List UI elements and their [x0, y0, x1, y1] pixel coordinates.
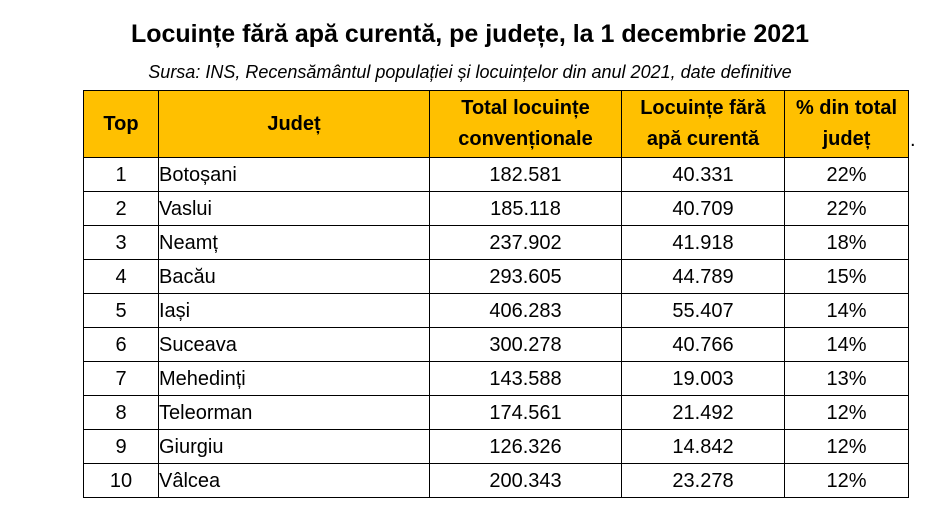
county-cell: Botoșani	[159, 158, 430, 192]
without-water-cell: 55.407	[622, 294, 785, 328]
rank-cell: 8	[84, 396, 159, 430]
table-row	[84, 328, 909, 362]
county-cell: Bacău	[159, 260, 430, 294]
header-dwellings-without-water: Locuințe fără apă curentă	[622, 91, 785, 158]
total-dwellings-cell: 143.588	[430, 362, 622, 396]
header-top: Top	[84, 91, 159, 158]
without-water-cell: 40.766	[622, 328, 785, 362]
percent-cell: 22%	[785, 192, 909, 226]
table-row	[84, 464, 909, 498]
total-dwellings-cell: 174.561	[430, 396, 622, 430]
county-cell: Mehedinți	[159, 362, 430, 396]
rank-cell: 9	[84, 430, 159, 464]
table-row	[84, 430, 909, 464]
total-dwellings-cell: 182.581	[430, 158, 622, 192]
without-water-cell: 41.918	[622, 226, 785, 260]
percent-cell: 18%	[785, 226, 909, 260]
county-cell: Suceava	[159, 328, 430, 362]
percent-cell: 14%	[785, 328, 909, 362]
total-dwellings-cell: 293.605	[430, 260, 622, 294]
header-county: Județ	[159, 91, 430, 158]
table-row	[84, 294, 909, 328]
rank-cell: 5	[84, 294, 159, 328]
rank-cell: 10	[84, 464, 159, 498]
without-water-cell: 40.709	[622, 192, 785, 226]
rank-cell: 6	[84, 328, 159, 362]
county-cell: Vaslui	[159, 192, 430, 226]
without-water-cell: 19.003	[622, 362, 785, 396]
rank-cell: 3	[84, 226, 159, 260]
total-dwellings-cell: 237.902	[430, 226, 622, 260]
without-water-cell: 14.842	[622, 430, 785, 464]
table-row	[84, 362, 909, 396]
rank-cell: 1	[84, 158, 159, 192]
total-dwellings-cell: 185.118	[430, 192, 622, 226]
table-row	[84, 158, 909, 192]
table-row	[84, 396, 909, 430]
total-dwellings-cell: 406.283	[430, 294, 622, 328]
header-percent-of-county: % din total județ	[785, 91, 909, 158]
percent-cell: 22%	[785, 158, 909, 192]
without-water-cell: 21.492	[622, 396, 785, 430]
without-water-cell: 40.331	[622, 158, 785, 192]
percent-cell: 12%	[785, 464, 909, 498]
percent-cell: 15%	[785, 260, 909, 294]
rank-cell: 4	[84, 260, 159, 294]
percent-cell: 12%	[785, 430, 909, 464]
table-row	[84, 192, 909, 226]
without-water-cell: 44.789	[622, 260, 785, 294]
table-row	[84, 226, 909, 260]
percent-cell: 12%	[785, 396, 909, 430]
county-cell: Teleorman	[159, 396, 430, 430]
county-cell: Vâlcea	[159, 464, 430, 498]
table-header-row	[84, 91, 909, 158]
table-row	[84, 260, 909, 294]
county-cell: Neamț	[159, 226, 430, 260]
county-cell: Giurgiu	[159, 430, 430, 464]
total-dwellings-cell: 126.326	[430, 430, 622, 464]
header-total-dwellings: Total locuințe convenționale	[430, 91, 622, 158]
percent-cell: 14%	[785, 294, 909, 328]
source-subtitle: Sursa: INS, Recensământul populației și locuințelor din anul 2021, date definitive	[148, 62, 792, 82]
total-dwellings-cell: 300.278	[430, 328, 622, 362]
without-water-cell: 23.278	[622, 464, 785, 498]
rank-cell: 2	[84, 192, 159, 226]
percent-cell: 13%	[785, 362, 909, 396]
rank-cell: 7	[84, 362, 159, 396]
total-dwellings-cell: 200.343	[430, 464, 622, 498]
page-title: Locuințe fără apă curentă, pe județe, la 1 decembrie 2021	[130, 20, 810, 48]
county-cell: Iași	[159, 294, 430, 328]
trailing-period: .	[910, 129, 916, 151]
counties-table	[83, 90, 909, 498]
